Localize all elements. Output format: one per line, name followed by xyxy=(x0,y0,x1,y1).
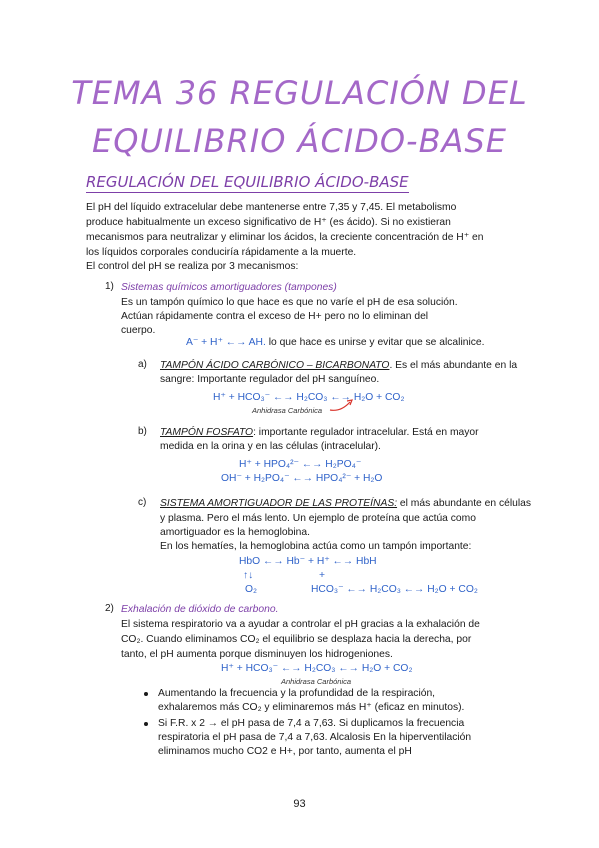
section2-number: 2) xyxy=(105,603,114,614)
item-b-name: TAMPÓN FOSFATO xyxy=(160,427,254,438)
section2-enzyme: Anhidrasa Carbónica xyxy=(281,677,352,686)
item-c-arrows: ↑↓ xyxy=(243,570,254,581)
intro-line-1: El pH del líquido extracelular debe mantenerse entre 7,35 y 7,45. El metabolismo xyxy=(86,202,457,213)
section2-line-2: CO₂. Cuando eliminamos CO₂ el equilibrio se desplaza hacia la derecha, por xyxy=(121,634,472,645)
item-b-label: b) xyxy=(138,426,147,437)
section1-number: 1) xyxy=(105,281,114,292)
page-title-line-2: EQUILIBRIO ÁCIDO-BASE xyxy=(92,122,507,160)
item-c-line-2: y plasma. Pero el más lento. Un ejemplo de proteína que actúa como xyxy=(160,513,476,524)
item-c-line-1 xyxy=(160,496,531,511)
bullet-2-line-3: eliminamos mucho CO2 e H+, por tanto, aumenta el pH xyxy=(158,746,412,757)
intro-line-4: los líquidos corporales conduciría rápidamente a la muerte. xyxy=(86,247,357,258)
item-c-text-1: el más abundante en células xyxy=(397,498,532,509)
section-heading: REGULACIÓN DEL EQUILIBRIO ÁCIDO-BASE xyxy=(86,173,409,191)
item-a-enzyme: Anhidrasa Carbónica xyxy=(252,406,323,415)
section1-equation: A⁻ + H⁺ ←→ AH. xyxy=(186,337,266,348)
enzyme-arrow-icon xyxy=(329,398,355,414)
bullet-2-line-2: respiratoria el pH pasa de 7,4 a 7,63. Alcalosis En la hiperventilación xyxy=(158,732,472,743)
mechanisms-intro: El control del pH se realiza por 3 mecanismos: xyxy=(86,261,299,272)
bullet-2-line-1: Si F.R. x 2 → el pH pasa de 7,4 a 7,63. Si duplicamos la frecuencia xyxy=(158,718,465,729)
bullet-2 xyxy=(144,722,148,726)
item-c-plus: + xyxy=(319,570,326,581)
section1-equation-text: lo que hace es unirse y evitar que se alcalinice. xyxy=(265,337,485,348)
section1-equation-line xyxy=(186,335,484,350)
item-b-equation-2: OH⁻ + H₂PO₄⁻ ←→ HPO₄²⁻ + H₂O xyxy=(221,473,383,484)
item-a-line-1 xyxy=(160,358,517,373)
section1-line-3: cuerpo. xyxy=(121,325,156,336)
item-a-line-2: sangre: Importante regulador del pH sanguíneo. xyxy=(160,374,380,385)
item-c-label: c) xyxy=(138,497,147,508)
item-b-text-1: : importante regulador intracelular. Está en mayor xyxy=(253,427,479,438)
intro-line-3: mecanismos para neutralizar y eliminar los ácidos, la creciente concentración de H⁺ en xyxy=(86,232,484,243)
item-c-line-4: En los hematíes, la hemoglobina actúa como un tampón importante: xyxy=(160,541,472,552)
item-b-equation-1: H⁺ + HPO₄²⁻ ←→ H₂PO₄⁻ xyxy=(239,459,362,470)
section2-line-3: tanto, el pH aumenta porque disminuyen los hidrogeniones. xyxy=(121,649,393,660)
section2-title: Exhalación de dióxido de carbono. xyxy=(121,604,279,615)
bullet-1 xyxy=(144,692,148,696)
intro-line-2: produce habitualmente un exceso significativo de H⁺ (es ácido). Si no existieran xyxy=(86,217,451,228)
page-title-line-1: TEMA 36 REGULACIÓN DEL xyxy=(71,74,528,112)
section2-line-1: El sistema respiratorio va a ayudar a controlar el pH gracias a la exhalación de xyxy=(121,619,480,630)
item-a-label: a) xyxy=(138,359,147,370)
item-c-name: SISTEMA AMORTIGUADOR DE LAS PROTEÍNAS: xyxy=(160,498,398,509)
section2-equation: H⁺ + HCO₃⁻ ←→ H₂CO₃ ←→ H₂O + CO₂ xyxy=(221,663,413,674)
item-a-name: TAMPÓN ÁCIDO CARBÓNICO – BICARBONATO xyxy=(160,360,390,371)
intro-paragraph xyxy=(86,200,514,260)
section2-paragraph xyxy=(121,617,514,662)
section1-line-2: Actúan rápidamente contra el exceso de H+ pero no lo eliminan del xyxy=(121,311,429,322)
section1-title: Sistemas químicos amortiguadores (tampones) xyxy=(121,282,337,293)
item-b-line-1 xyxy=(160,425,479,440)
item-a-text-1: . Es el más abundante en la xyxy=(389,360,518,371)
item-a-equation: H⁺ + HCO₃⁻ ←→ H₂CO₃ ←→ H₂O + CO₂ xyxy=(213,392,405,403)
item-c-o2: O₂ xyxy=(245,584,258,595)
item-b-line-2: medida en la orina y en las células (intracelular). xyxy=(160,441,381,452)
bullet-1-line-1: Aumentando la frecuencia y la profundidad de la respiración, xyxy=(158,688,436,699)
item-c-equation-2: HCO₃⁻ ←→ H₂CO₃ ←→ H₂O + CO₂ xyxy=(311,584,478,595)
page-number: 93 xyxy=(293,798,306,810)
section1-line-1: Es un tampón químico lo que hace es que no varíe el pH de esa solución. xyxy=(121,297,458,308)
item-c-equation-1: HbO ←→ Hb⁻ + H⁺ ←→ HbH xyxy=(239,556,377,567)
bullet-1-line-2: exhalaremos más CO₂ y eliminaremos más H⁺ (eficaz en minutos). xyxy=(158,702,465,713)
item-c-line-3: amortiguador es la hemoglobina. xyxy=(160,527,310,538)
